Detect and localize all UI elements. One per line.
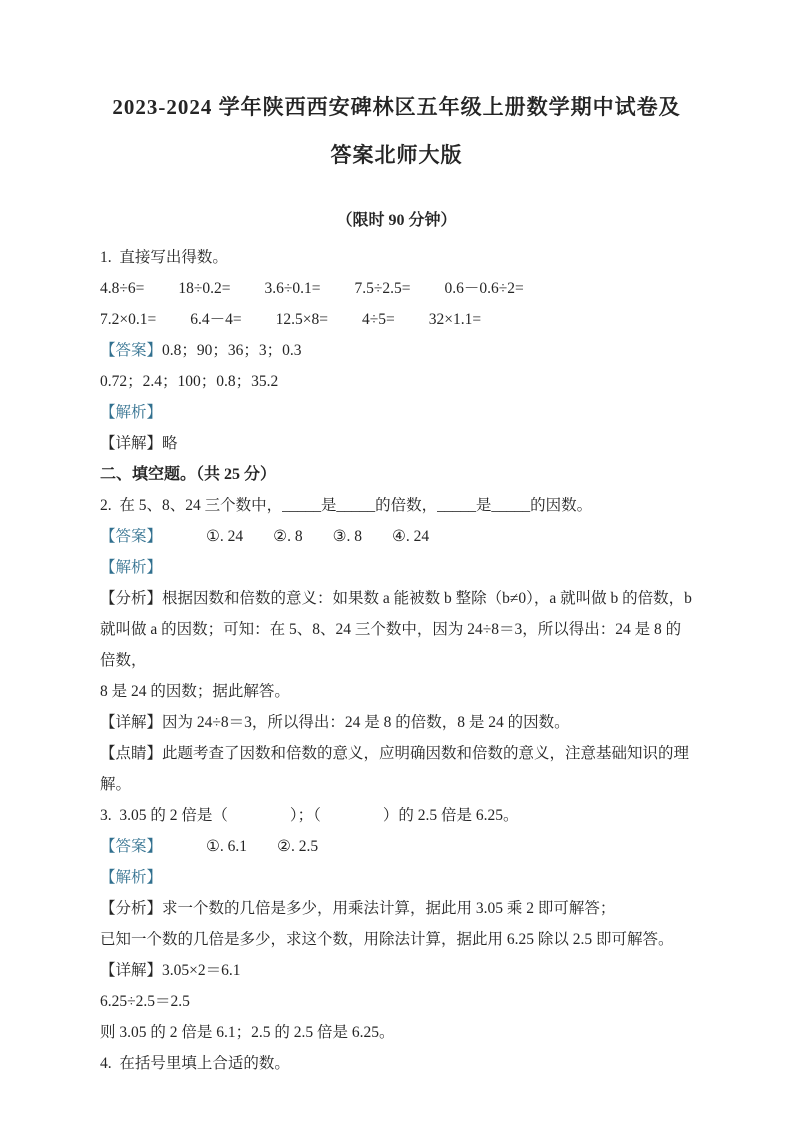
analysis-label: 【解析】 <box>100 404 163 421</box>
equation: 7.2×0.1= <box>100 311 157 328</box>
section2-header: 二、填空题。（共 25 分） <box>100 466 277 483</box>
q3-analysis-line1: 【分析】求一个数的几倍是多少，用乘法计算，据此用 3.05 乘 2 即可解答； <box>100 900 616 917</box>
q2-prompt: 2. 在 5、8、24 三个数中，_____是_____的倍数，_____是_____的因数。 <box>100 497 593 514</box>
q3-detail-line3: 则 3.05 的 2 倍是 6.1；2.5 的 2.5 倍是 6.25。 <box>100 1024 395 1041</box>
analysis-label: 【解析】 <box>100 559 163 576</box>
answer-label: 【答案】 <box>100 342 163 359</box>
equation: 18÷0.2= <box>178 280 231 297</box>
answer-label: 【答案】 <box>100 528 163 545</box>
exam-title-line2: 答案北师大版 <box>330 143 463 167</box>
answer-label: 【答案】 <box>100 838 163 855</box>
q1-answer-line1 <box>100 335 693 366</box>
answer-text: 0.8；90；36；3；0.3 <box>162 342 302 359</box>
q2-analysis-line1: 【分析】根据因数和倍数的意义：如果数 a 能被数 b 整除（b≠0），a 就叫做 b 的倍数，b <box>100 590 692 607</box>
q2-detail: 【详解】因为 24÷8＝3，所以得出：24 是 8 的倍数，8 是 24 的因数。 <box>100 714 570 731</box>
q1-analysis-label <box>100 397 693 428</box>
answer-option: ①. 6.1 <box>206 838 248 855</box>
q3-detail-line2: 6.25÷2.5＝2.5 <box>100 993 190 1010</box>
q2-answer <box>100 521 693 552</box>
q3-prompt: 3. 3.05 的 2 倍是（ ）；（ ）的 2.5 倍是 6.25。 <box>100 807 519 824</box>
equation: 3.6÷0.1= <box>264 280 321 297</box>
answer-option: ④. 24 <box>391 528 430 545</box>
q1-prompt: 1. 直接写出得数。 <box>100 249 228 266</box>
q2-analysis-label <box>100 552 693 583</box>
time-limit: （限时 90 分钟） <box>336 212 457 229</box>
equation: 4.8÷6= <box>100 280 145 297</box>
detail-text: 略 <box>162 435 178 452</box>
q1-equations-row2 <box>100 304 693 335</box>
q2-note: 【点睛】此题考查了因数和倍数的意义，应明确因数和倍数的意义，注意基础知识的理解。 <box>100 745 690 793</box>
equation: 0.6－0.6÷2= <box>444 280 524 297</box>
q3-analysis-label <box>100 862 693 893</box>
equation: 6.4－4= <box>190 311 242 328</box>
detail-label: 【详解】 <box>100 435 163 452</box>
equation: 12.5×8= <box>275 311 328 328</box>
q3-detail-line1: 【详解】3.05×2＝6.1 <box>100 962 241 979</box>
q1-equations-row1 <box>100 273 693 304</box>
q1-detail <box>100 428 693 459</box>
answer-option: ②. 2.5 <box>277 838 319 855</box>
exam-body <box>100 242 693 1079</box>
analysis-label: 【解析】 <box>100 869 163 886</box>
equation: 4÷5= <box>361 311 395 328</box>
q2-analysis-line2: 就叫做 a 的因数；可知：在 5、8、24 三个数中，因为 24÷8＝3，所以得出：24 是 8 的倍数， <box>100 621 682 669</box>
q4-prompt: 4. 在括号里填上合适的数。 <box>100 1055 290 1072</box>
answer-options <box>206 838 318 855</box>
answer-option: ③. 8 <box>332 528 362 545</box>
equation: 32×1.1= <box>428 311 482 328</box>
q2-analysis-line3: 8 是 24 的因数；据此解答。 <box>100 683 290 700</box>
q1-answer-line2: 0.72；2.4；100；0.8；35.2 <box>100 373 279 390</box>
answer-option: ①. 24 <box>206 528 244 545</box>
q3-answer <box>100 831 693 862</box>
exam-title-line1: 2023-2024 学年陕西西安碑林区五年级上册数学期中试卷及 <box>112 95 681 119</box>
q3-analysis-line2: 已知一个数的几倍是多少，求这个数，用除法计算，据此用 6.25 除以 2.5 即可解答。 <box>100 931 674 948</box>
answer-options <box>206 528 429 545</box>
equation: 7.5÷2.5= <box>354 280 411 297</box>
answer-option: ②. 8 <box>273 528 303 545</box>
